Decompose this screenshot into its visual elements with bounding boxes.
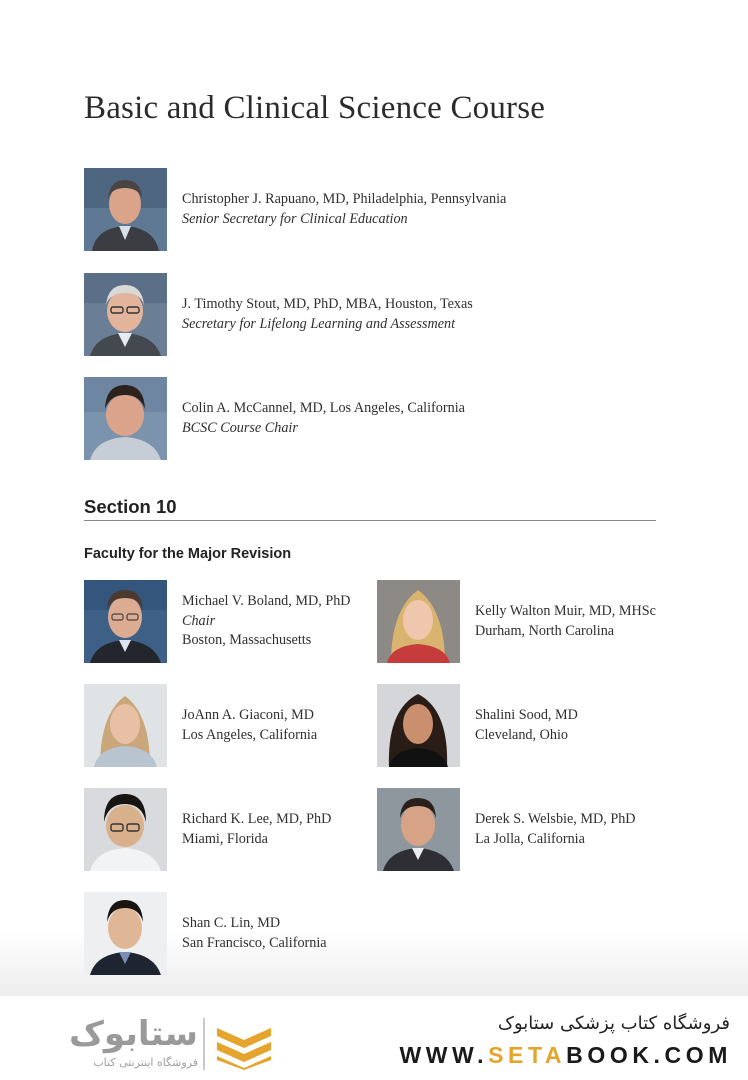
store-url[interactable] (399, 1042, 732, 1069)
faculty-entry (84, 580, 351, 663)
portrait-photo (84, 273, 167, 356)
section-heading: Section 10 (84, 496, 177, 517)
faculty-entry (84, 684, 317, 767)
page-title: Basic and Clinical Science Course (84, 90, 546, 126)
portrait-photo (84, 684, 167, 767)
faculty-location: La Jolla, California (475, 830, 585, 847)
leader-entry (84, 168, 506, 251)
leader-entry (84, 273, 473, 356)
store-title: فروشگاه کتاب پزشکی ستابوک (497, 1013, 730, 1034)
leader-role: Senior Secretary for Clinical Education (182, 210, 408, 227)
portrait-photo (84, 168, 167, 251)
faculty-location: Durham, North Carolina (475, 622, 615, 639)
faculty-entry (377, 684, 578, 767)
logo-divider (203, 1018, 205, 1070)
leader-name: J. Timothy Stout, MD, PhD, MBA, Houston, Texas (182, 296, 473, 312)
faculty-entry (84, 892, 327, 975)
faculty-entry (377, 580, 656, 663)
portrait-photo (377, 788, 460, 871)
logo-tagline: فروشگاه اینترنتی کتاب (93, 1056, 198, 1069)
faculty-name: Derek S. Welsbie, MD, PhD (475, 811, 636, 827)
leader-entry (84, 377, 465, 460)
url-prefix: WWW. (399, 1042, 489, 1068)
faculty-location: Los Angeles, California (182, 726, 318, 743)
faculty-name: Shalini Sood, MD (475, 707, 578, 723)
faculty-role: Chair (182, 612, 216, 629)
book-stack-icon (213, 1020, 275, 1070)
store-banner (0, 996, 748, 1080)
faculty-location: Boston, Massachusetts (182, 632, 312, 649)
faculty-name: Richard K. Lee, MD, PhD (182, 811, 332, 827)
faculty-subheading: Faculty for the Major Revision (84, 546, 292, 562)
url-highlight: SETA (488, 1042, 567, 1068)
faculty-entry (377, 788, 636, 871)
faculty-location: Miami, Florida (182, 830, 268, 847)
portrait-photo (84, 788, 167, 871)
portrait-photo (84, 892, 167, 975)
faculty-entry (84, 788, 331, 871)
logo-wordmark: ستابوک (69, 1014, 198, 1054)
section-divider (84, 520, 656, 521)
faculty-name: Michael V. Boland, MD, PhD (182, 593, 351, 610)
faculty-location: San Francisco, California (182, 934, 327, 951)
faculty-location: Cleveland, Ohio (475, 726, 568, 743)
portrait-photo (84, 580, 167, 663)
portrait-photo (84, 377, 167, 460)
store-logo (38, 1014, 288, 1070)
leader-name: Christopher J. Rapuano, MD, Philadelphia, Pennsylvania (182, 191, 507, 207)
leader-name: Colin A. McCannel, MD, Los Angeles, California (182, 400, 465, 416)
faculty-name: JoAnn A. Giaconi, MD (182, 707, 315, 723)
leader-role: BCSC Course Chair (182, 419, 298, 436)
faculty-name: Kelly Walton Muir, MD, MHSc (475, 603, 656, 619)
portrait-photo (377, 684, 460, 767)
leader-role: Secretary for Lifelong Learning and Assessment (182, 315, 456, 332)
url-suffix: BOOK.COM (566, 1042, 732, 1068)
faculty-name: Shan C. Lin, MD (182, 915, 281, 931)
portrait-photo (377, 580, 460, 663)
